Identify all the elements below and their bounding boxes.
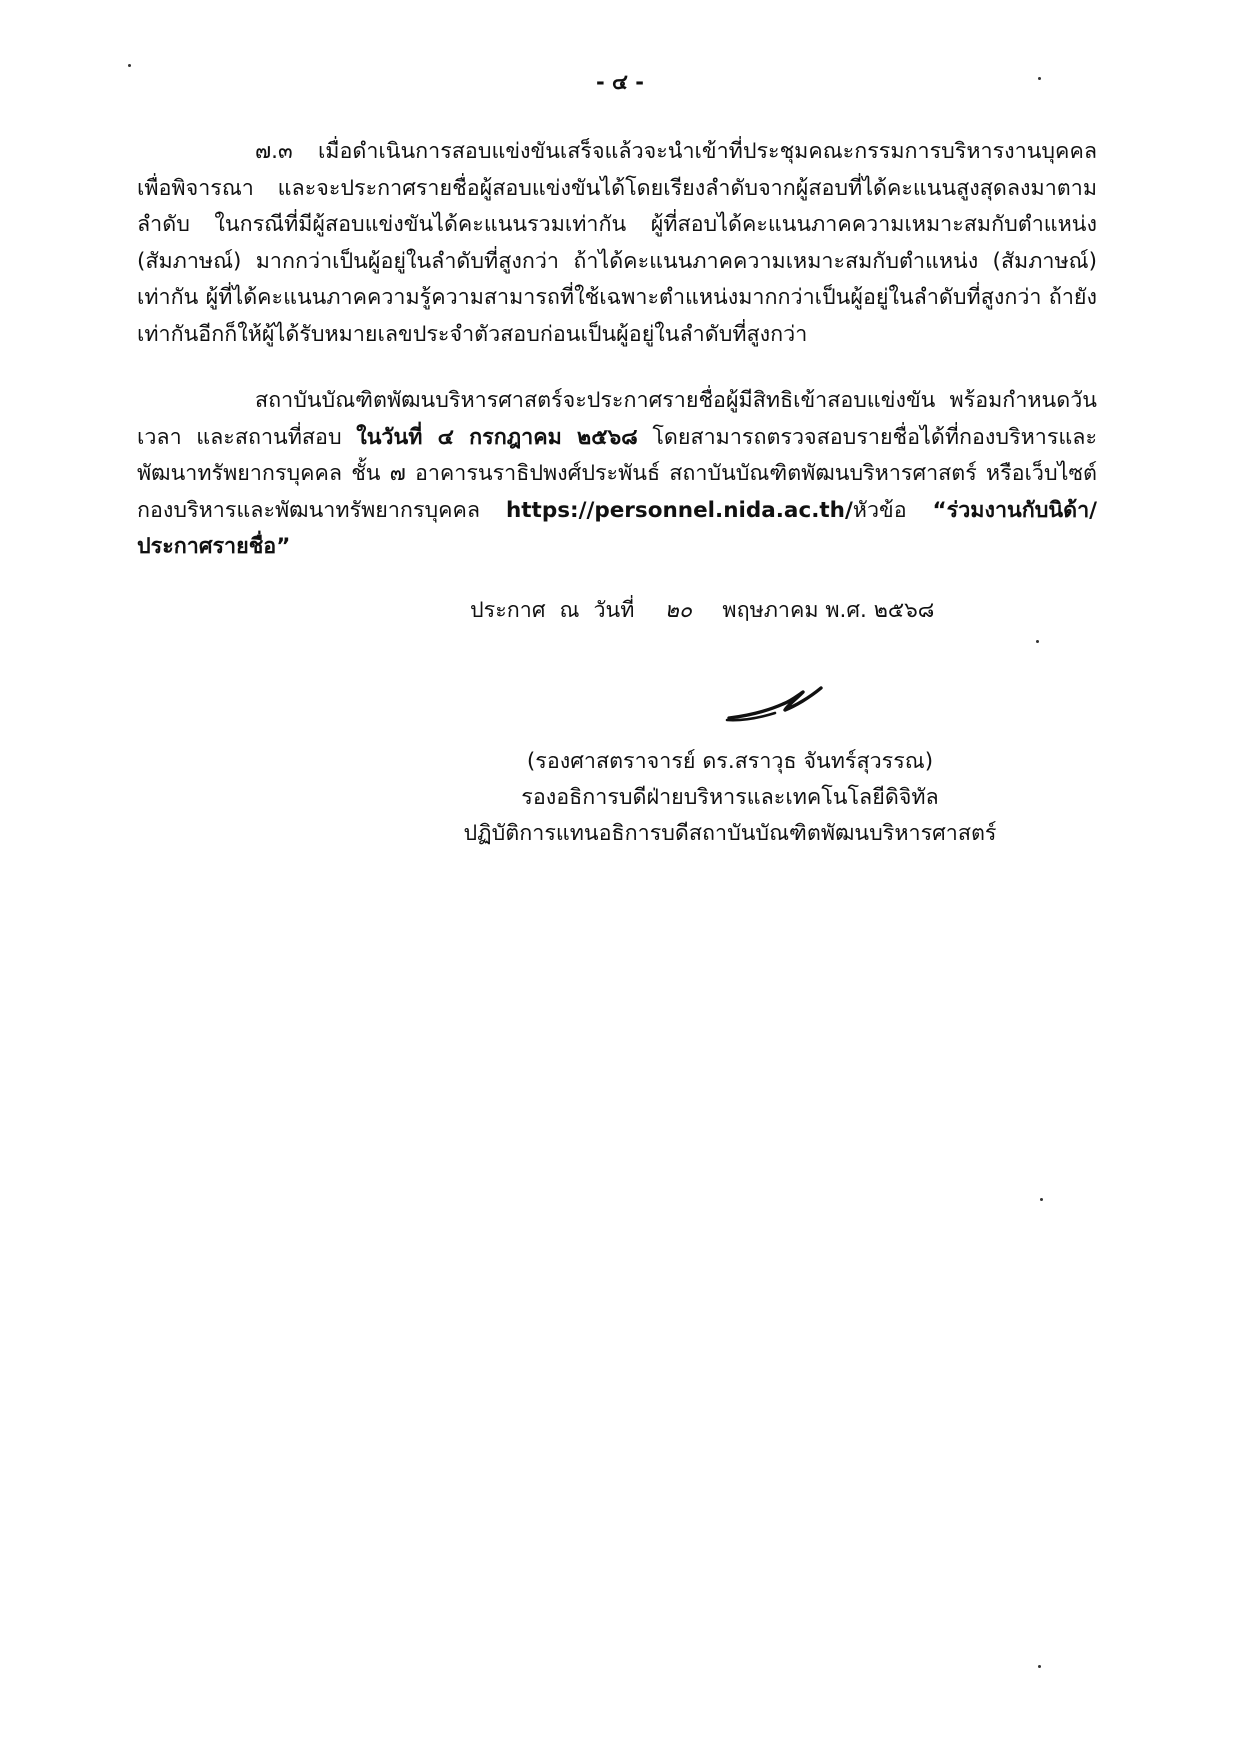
scan-speck [1038,77,1041,80]
announcement-day-handwritten: ๒๐ [664,598,693,623]
page-number: - ๔ - [596,70,644,94]
paragraph-ranking-rules [137,134,1097,353]
topic-title: “ร่วมงานกับนิด้า/ประกาศรายชื่อ” [137,497,1097,559]
signatory-name: (รองศาสตราจารย์ ดร.สราวุธ จันทร์สุวรรณ) [526,749,934,774]
handwritten-signature [725,680,825,730]
announcement-day-label: วันที่ [593,598,635,623]
signature-block [430,744,1030,852]
announcement-prefix: ประกาศ [470,598,546,623]
scan-speck [1040,1198,1043,1201]
paragraph-exam-text-1: สถาบันบัณฑิตพัฒนบริหารศาสตร์จะประกาศรายชื่อผู้มีสิทธิเข้าสอบแข่งขัน พร้อมกำหนดวัน เวลา และสถานที่สอบ [137,388,1097,450]
announcement-month-year: พฤษภาคม พ.ศ. ๒๕๖๘ [722,598,935,623]
exam-date-bold: ในวันที่ ๔ กรกฎาคม ๒๕๖๘ [356,424,638,450]
paragraph-exam-announcement [137,383,1097,566]
signatory-position-1: รองอธิการบดีฝ่ายบริหารและเทคโนโลยีดิจิทัล [521,785,939,810]
paragraph-ranking-text: ๗.๓ เมื่อดำเนินการสอบแข่งขันเสร็จแล้วจะนำเข้าที่ประชุมคณะกรรมการบริหารงานบุคคลเพื่อพิจารณา และจะประกาศรายชื่อผู้สอบแข่งขันได้โดยเรียงลำดับจากผู้สอบที่ได้คะแนนสูงสุดลงมาตามลำดับ ในกรณีที่มีผู้สอบแข่งขันได้คะแนนรวมเท่ากัน ผู้ที่สอบได้คะแนนภาคความเหมาะสมกับตำแหน่ง (สัมภาษณ์) มากกว่าเป็นผู้อยู่ในลำดับที่สูงกว่า ถ้าได้คะแนนภาคความเหมาะสมกับตำแหน่ง (สัมภาษณ์) เท่ากัน ผู้ที่ได้คะแนนภาคความรู้ความสามารถที่ใช้เฉพาะตำแหน่งมากกว่าเป็นผู้อยู่ในลำดับที่สูงกว่า ถ้ายังเท่ากันอีกก็ให้ผู้ได้รับหมายเลขประจำตัวสอบก่อนเป็นผู้อยู่ในลำดับที่สูงกว่า [137,139,1097,347]
topic-prefix: หัวข้อ [852,497,907,523]
website-url[interactable]: https://personnel.nida.ac.th/ [505,497,853,523]
scan-speck [128,64,131,67]
signatory-position-2: ปฏิบัติการแทนอธิการบดีสถาบันบัณฑิตพัฒนบริหารศาสตร์ [463,821,997,846]
paragraph-exam-text-2: โดยสามารถตรวจสอบรายชื่อได้ที่กองบริหารและพัฒนาทรัพยากรบุคคล ชั้น ๗ อาคารนราธิปพงศ์ประพันธ์ สถาบันบัณฑิตพัฒนบริหารศาสตร์ หรือเว็บไซต์กองบริหารและพัฒนาทรัพยากรบุคคล [137,424,1097,523]
scan-speck [1036,640,1039,643]
scan-speck [1038,1665,1041,1668]
announcement-date-line [470,596,1070,626]
announcement-at: ณ [559,598,580,623]
